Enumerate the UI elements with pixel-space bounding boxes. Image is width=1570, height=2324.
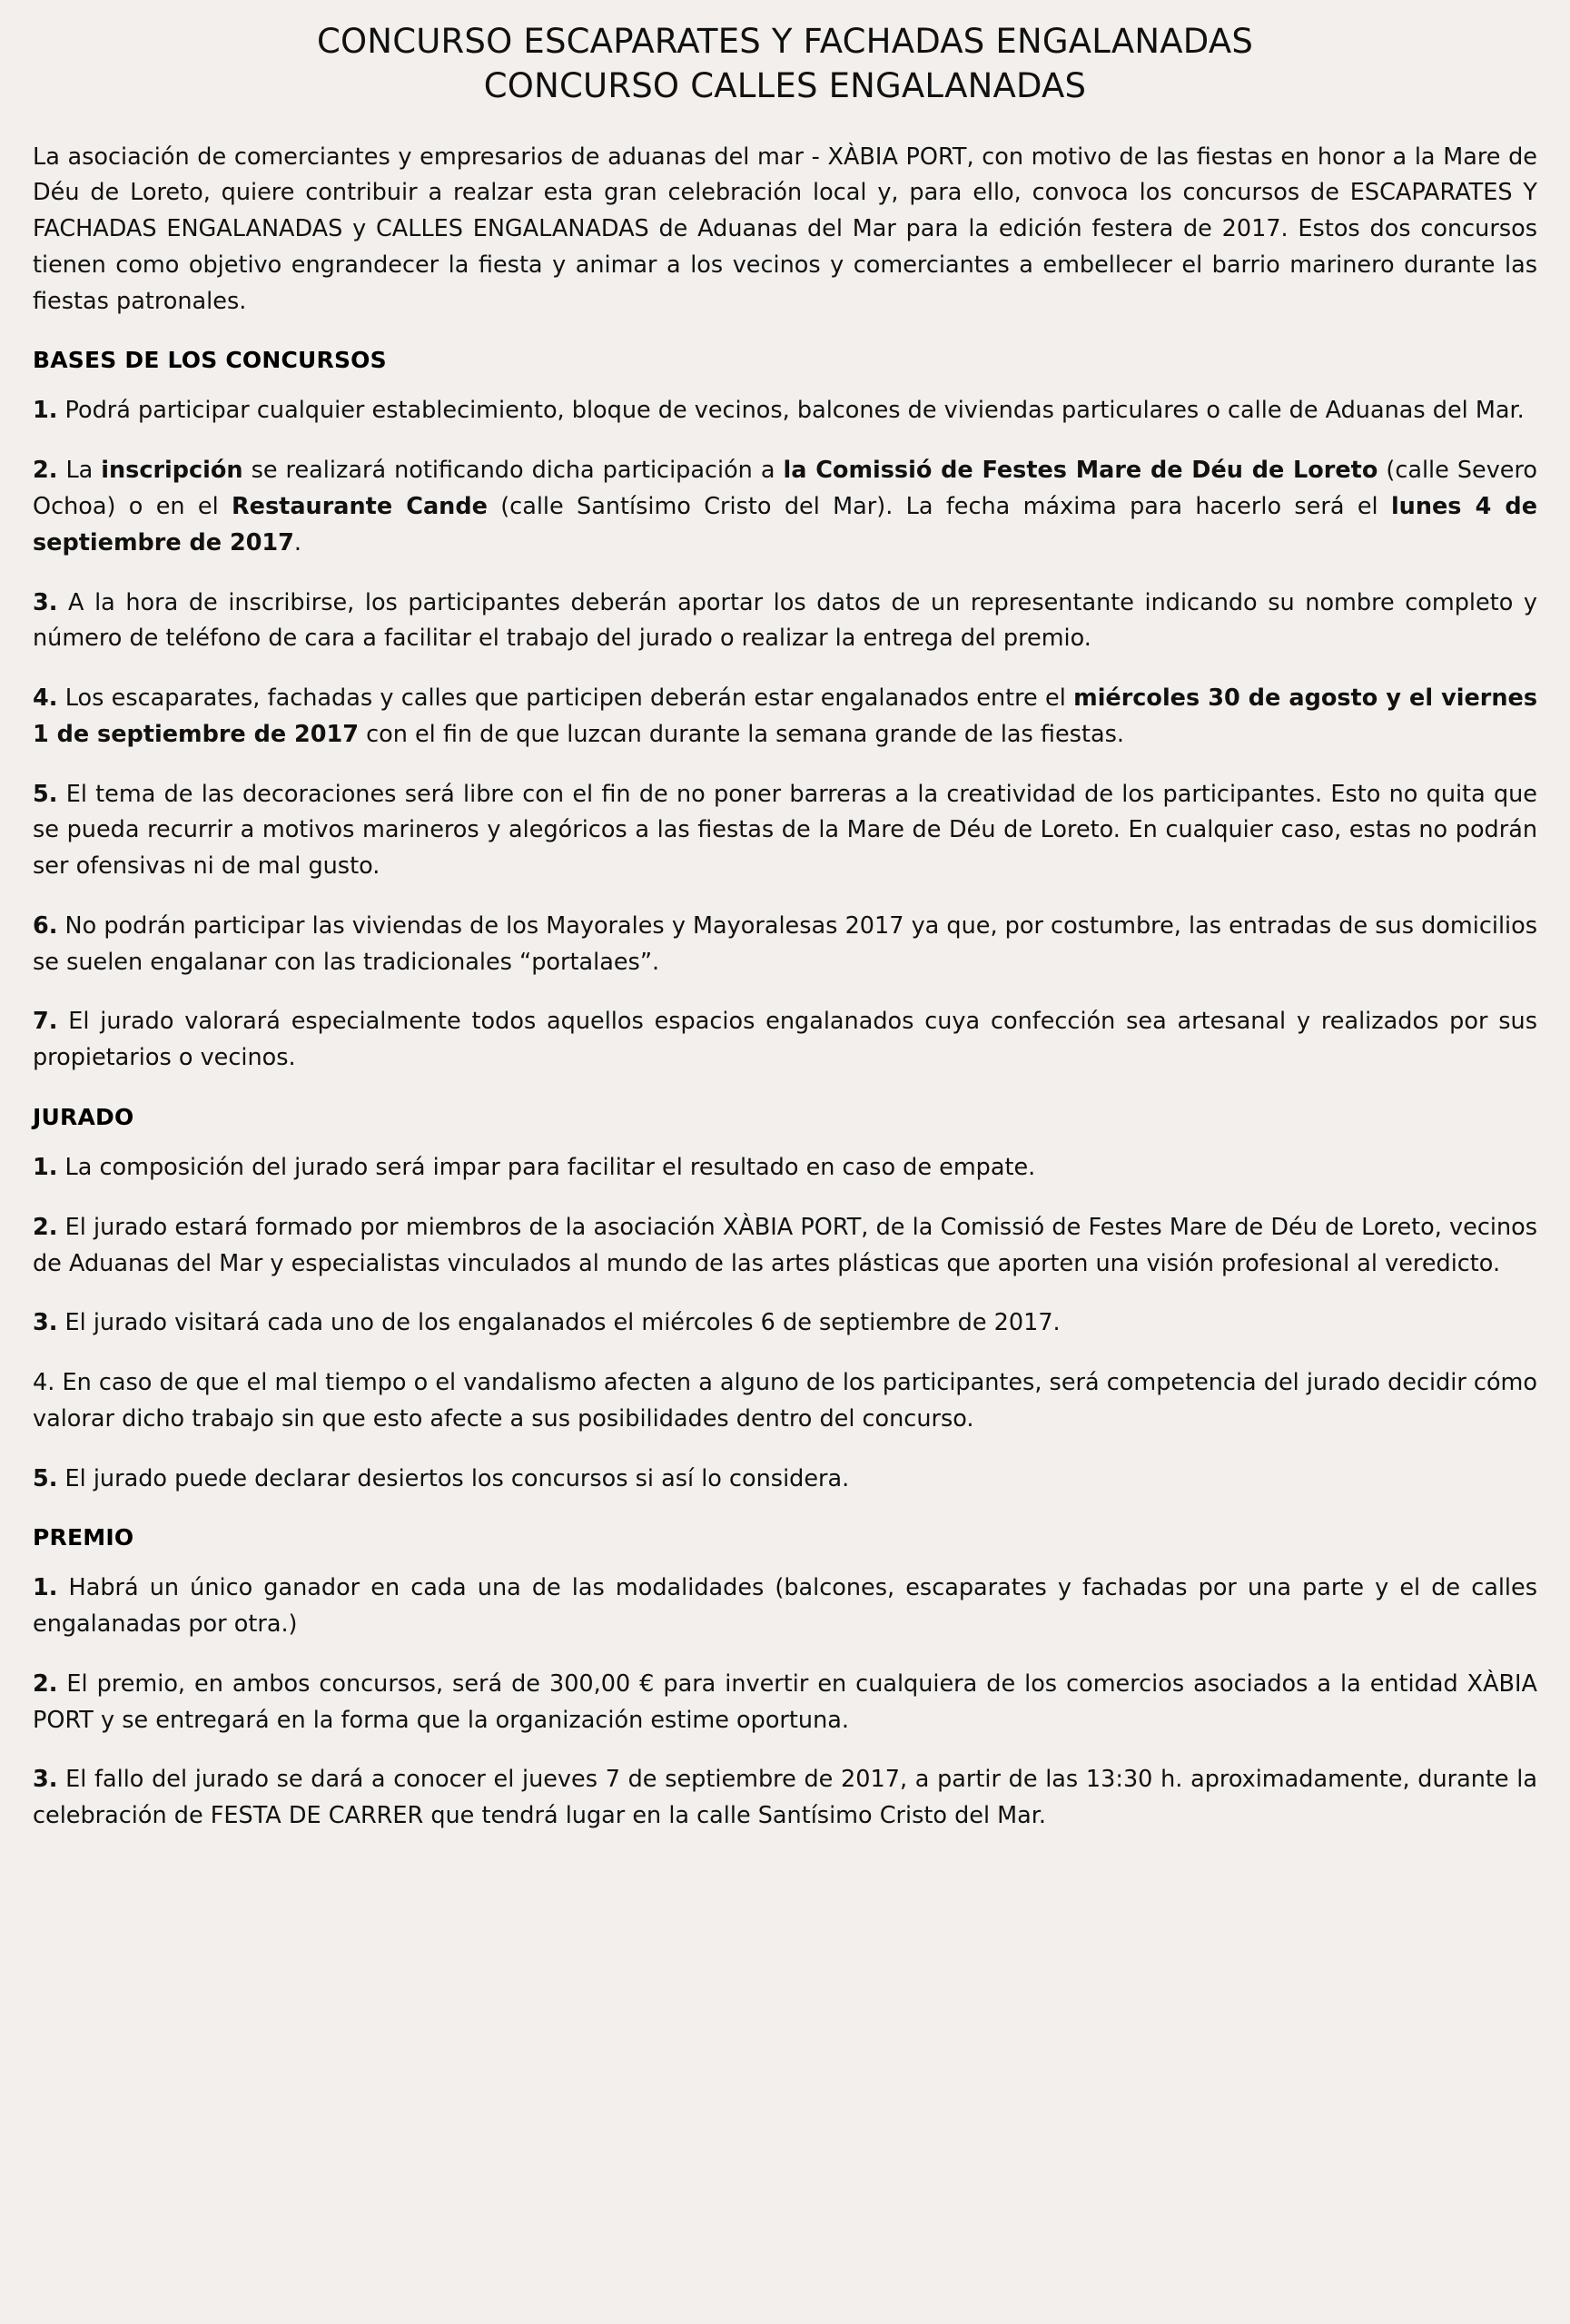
body-text: (calle Santísimo Cristo del Mar). La fecha máxima para hacerlo será el [487, 493, 1391, 521]
section-heading: BASES DE LOS CONCURSOS [33, 347, 387, 374]
numbered-paragraph [33, 681, 1537, 753]
item-number: 1. [33, 1574, 58, 1602]
item-number: 7. [33, 1008, 58, 1036]
body-text: El jurado visitará cada uno de los engalanados el miércoles 6 de septiembre de 2017. [57, 1309, 1061, 1337]
item-number: 3. [33, 1766, 58, 1794]
item-number: 1. [33, 397, 58, 425]
emphasis-text: inscripción [101, 457, 243, 485]
document-title [33, 20, 1537, 109]
emphasis-text: Restaurante Cande [232, 493, 488, 521]
numbered-paragraph [33, 1762, 1537, 1835]
section-heading: JURADO [33, 1103, 134, 1130]
body-text: La [57, 457, 102, 485]
intro-paragraph: La asociación de comerciantes y empresarios de aduanas del mar - XÀBIA PORT, con motivo de las fiestas en honor a la Mare de Déu de Loreto, quiere contribuir a realzar esta gran celebración local y, para ello, convoca los concursos de ESCAPARATES Y FACHADAS ENGALANADAS y CALLES ENGALANADAS de Aduanas del Mar para la edición festera de 2017. Estos dos concursos tienen como objetivo engrandecer la fiesta y animar a los vecinos y comerciantes a embellecer el barrio marinero durante las fiestas patronales. [33, 143, 1537, 315]
item-number: 2. [33, 457, 58, 485]
body-text: con el fin de que luzcan durante la semana grande de las fiestas. [358, 720, 1124, 748]
numbered-paragraph [33, 393, 1537, 429]
numbered-paragraph [33, 1462, 1537, 1498]
numbered-paragraph [33, 1365, 1537, 1438]
document-sections [33, 347, 1537, 1834]
item-number: 2. [33, 1669, 58, 1698]
body-text: El fallo del jurado se dará a conocer el jueves 7 de septiembre de 2017, a partir de las 13:30 h. aproximadamente, durante la celebración de FESTA DE CARRER que tendrá lugar en la calle Santísimo Cristo del Mar. [33, 1766, 1537, 1830]
item-number: 3. [33, 1309, 58, 1337]
item-number: 1. [33, 1153, 58, 1181]
item-number: 5. [33, 1464, 58, 1492]
numbered-paragraph [33, 1305, 1537, 1342]
body-text: (calle Severo Ochoa) o en el [33, 457, 1538, 521]
item-number: 4. [33, 1369, 55, 1397]
body-text: El jurado puede declarar desiertos los concursos si así lo considera. [57, 1464, 850, 1492]
item-number: 6. [33, 911, 58, 940]
body-text: El premio, en ambos concursos, será de 300,00 € para invertir en cualquiera de los comercios asociados a la entidad XÀBIA PORT y se entregará en la forma que la organización estime oportuna. [33, 1669, 1537, 1734]
body-text: La composición del jurado será impar para facilitar el resultado en caso de empate. [57, 1153, 1036, 1181]
body-text: se realizará notificando dicha participación a [242, 457, 784, 485]
body-text: El tema de las decoraciones será libre con el fin de no poner barreras a la creatividad de los participantes. Esto no quita que se pueda recurrir a motivos marineros y alegóricos a las fiestas de la Mare de Déu de Loreto. En cualquier caso, estas no podrán ser ofensivas ni de mal gusto. [33, 780, 1537, 881]
title-line-1: CONCURSO ESCAPARATES Y FACHADAS ENGALANADAS [316, 22, 1254, 61]
numbered-paragraph [33, 586, 1537, 658]
numbered-paragraph [33, 1210, 1537, 1283]
emphasis-text: miércoles 30 de agosto y el viernes 1 de septiembre de 2017 [33, 684, 1537, 748]
numbered-paragraph [33, 453, 1537, 561]
numbered-paragraph [33, 909, 1537, 981]
item-number: 5. [33, 780, 58, 808]
body-text: Los escaparates, fachadas y calles que participen deberán estar engalanados entre el [57, 684, 1074, 713]
body-text: Habrá un único ganador en cada una de las modalidades (balcones, escaparates y fachadas por una parte y el de calles engalanadas por otra.) [33, 1574, 1537, 1639]
body-text: El jurado valorará especialmente todos aquellos espacios engalanados cuya confección sea artesanal y realizados por sus propietarios o vecinos. [33, 1008, 1537, 1072]
section-heading: PREMIO [33, 1524, 134, 1551]
numbered-paragraph [33, 1571, 1537, 1643]
body-text: Podrá participar cualquier establecimiento, bloque de vecinos, balcones de viviendas particulares o calle de Aduanas del Mar. [57, 397, 1525, 425]
item-number: 2. [33, 1213, 58, 1241]
body-text: En caso de que el mal tiempo o el vandalismo afecten a alguno de los participantes, será competencia del jurado decidir cómo valorar dicho trabajo sin que esto afecte a sus posibilidades dentro del concurso. [33, 1369, 1537, 1433]
item-number: 3. [33, 588, 58, 616]
body-text: El jurado estará formado por miembros de la asociación XÀBIA PORT, de la Comissió de Festes Mare de Déu de Loreto, vecinos de Aduanas del Mar y especialistas vinculados al mundo de las artes plásticas que aporten una visión profesional al veredicto. [33, 1213, 1537, 1277]
emphasis-text: lunes 4 de septiembre de 2017 [33, 493, 1537, 556]
numbered-paragraph [33, 777, 1537, 885]
title-line-2: CONCURSO CALLES ENGALANADAS [483, 65, 1087, 105]
numbered-paragraph [33, 1004, 1537, 1077]
body-text: No podrán participar las viviendas de los Mayorales y Mayoralesas 2017 ya que, por costumbre, las entradas de sus domicilios se suelen engalanar con las tradicionales “portalaes”. [33, 911, 1537, 976]
body-text: A la hora de inscribirse, los participantes deberán aportar los datos de un representante indicando su nombre completo y número de teléfono de cara a facilitar el trabajo del jurado o realizar la entrega del premio. [33, 588, 1537, 653]
body-text: . [293, 528, 302, 556]
emphasis-text: la Comissió de Festes Mare de Déu de Loreto [783, 457, 1378, 485]
item-number: 4. [33, 684, 58, 713]
numbered-paragraph [33, 1667, 1537, 1739]
numbered-paragraph [33, 1150, 1537, 1187]
